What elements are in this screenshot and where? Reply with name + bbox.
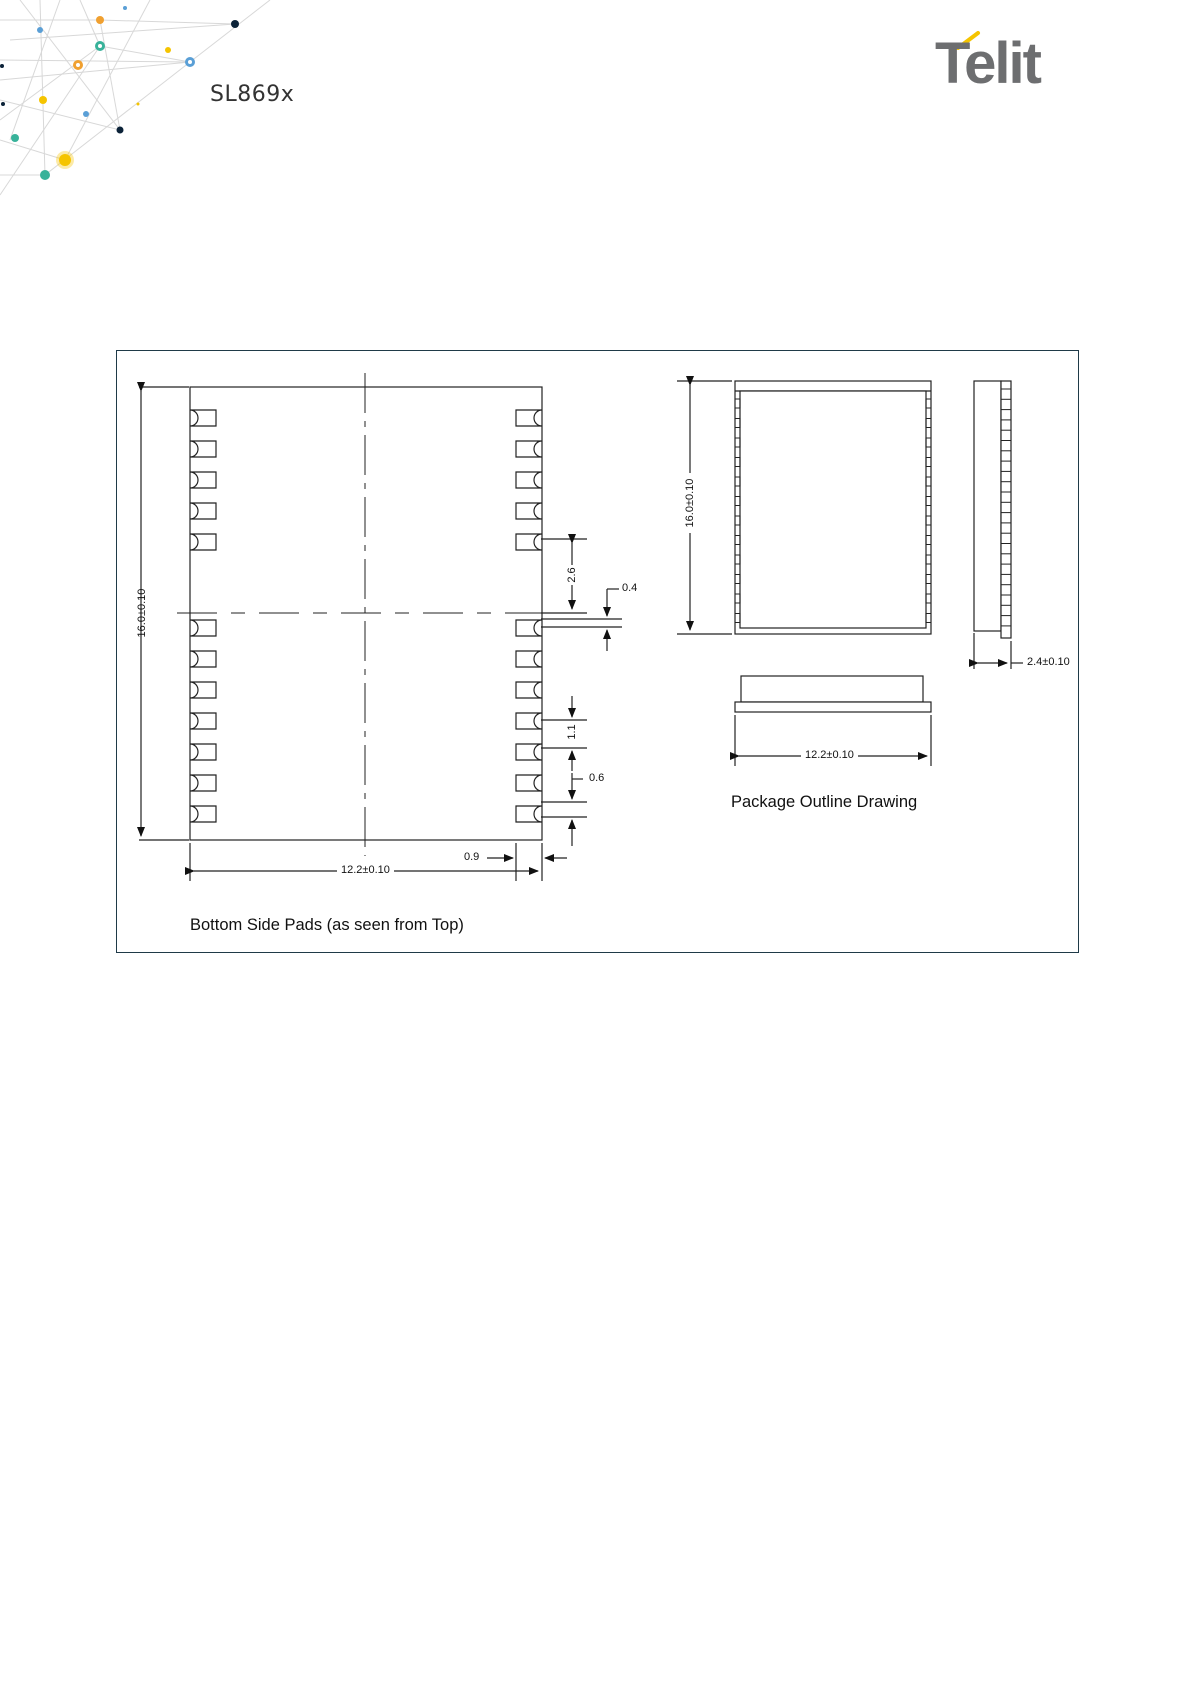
caption-package-outline: Package Outline Drawing <box>731 793 918 811</box>
dim-label-left-width: 12.2±0.10 <box>337 864 394 876</box>
figure-frame <box>116 350 1079 953</box>
dim-label-outline-width: 12.2±0.10 <box>801 749 858 761</box>
dim-label-outline-thickness: 2.4±0.10 <box>1027 656 1070 668</box>
document-title: SL869x <box>210 82 295 107</box>
dim-label-pad-pitch: 1.1 <box>566 722 578 742</box>
mechanical-drawing <box>117 351 1080 954</box>
dim-label-outline-height: 16.0±0.10 <box>684 473 696 533</box>
dim-label-pad-width: 0.6 <box>589 772 605 784</box>
caption-bottom-side-pads: Bottom Side Pads (as seen from Top) <box>190 916 464 934</box>
dim-label-pad-edge-offset: 0.9 <box>464 851 480 863</box>
dim-label-pad-pitch-upper: 2.6 <box>566 565 578 585</box>
package-side-view <box>974 381 1001 631</box>
dim-label-pad-gap: 0.4 <box>622 582 638 594</box>
telit-logo: Telit <box>935 31 1040 96</box>
dim-label-left-height: 16.0±0.10 <box>136 588 148 638</box>
package-front-view <box>741 676 923 702</box>
